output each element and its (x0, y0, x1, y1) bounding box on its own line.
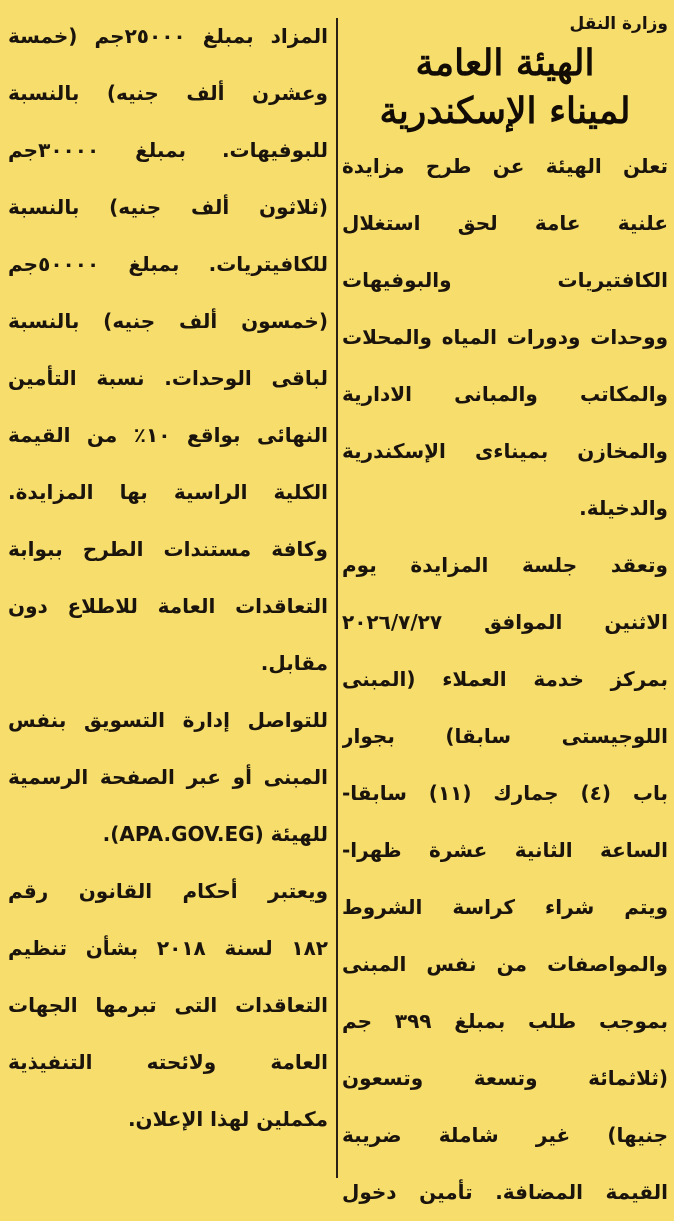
text-line: والدخيلة. (579, 496, 668, 520)
text-line: مقابل. (260, 651, 328, 675)
text-line: للبوفيهات. بمبلغ ٣٠٠٠٠جم (8, 138, 328, 162)
column-divider (336, 18, 338, 1178)
text-line: للهيئة (APA.GOV.EG). (102, 822, 328, 846)
authority-title-line2: لميناء الإسكندرية (379, 90, 631, 132)
text-line: الكافتيريات والبوفيهات (342, 268, 668, 292)
ministry-name: وزارة النقل (569, 14, 668, 34)
right-column (342, 0, 668, 1221)
text-line: التعاقدات العامة للاطلاع دون (8, 594, 328, 618)
text-line: ووحدات ودورات المياه والمحلات (342, 325, 668, 349)
text-line: والمكاتب والمبانى الادارية (342, 382, 668, 406)
text-line: العامة ولائحته التنفيذية (8, 1050, 328, 1074)
text-line: بموجب طلب بمبلغ ٣٩٩ جم (342, 1009, 668, 1033)
text-line: ويعتبر أحكام القانون رقم (8, 879, 328, 903)
text-line: القيمة المضافة. تأمين دخول (342, 1180, 668, 1204)
left-paragraph-1 (8, 8, 328, 692)
text-line: المبنى أو عبر الصفحة الرسمية (8, 765, 328, 789)
text-line: المزاد بمبلغ ٢٥٠٠٠جم (خمسة (8, 24, 328, 48)
text-line: مكملين لهذا الإعلان. (127, 1107, 328, 1131)
text-line: وعشرن ألف جنيه) بالنسبة (8, 81, 328, 105)
text-line: بمركز خدمة العملاء (المبنى (342, 667, 668, 691)
left-paragraph-2 (8, 692, 328, 863)
text-line: (ثلاثمائة وتسعة وتسعون (342, 1066, 668, 1090)
text-line: للتواصل إدارة التسويق بنفس (8, 708, 328, 732)
text-line: وتعقد جلسة المزايدة يوم (342, 553, 668, 577)
text-line: الاثنين الموافق ٢٠٢٦/٧/٢٧ (342, 610, 668, 634)
right-paragraph-2 (342, 537, 668, 1221)
text-line: ١٨٢ لسنة ٢٠١٨ بشأن تنظيم (8, 936, 328, 960)
text-line: لباقى الوحدات. نسبة التأمين (8, 366, 328, 390)
text-line: تعلن الهيئة عن طرح مزايدة (342, 154, 668, 178)
text-line: (خمسون ألف جنيه) بالنسبة (8, 309, 328, 333)
text-line: الكلية الراسية بها المزايدة. (8, 480, 328, 504)
text-line: والمواصفات من نفس المبنى (342, 952, 668, 976)
text-line: اللوجيستى سابقا) بجوار (342, 724, 668, 748)
left-column (8, 8, 328, 1148)
text-line: ويتم شراء كراسة الشروط (342, 895, 668, 919)
text-line: النهائى بواقع ١٠٪ من القيمة (8, 423, 328, 447)
text-line: (ثلاثون ألف جنيه) بالنسبة (8, 195, 328, 219)
text-line: وكافة مستندات الطرح ببوابة (8, 537, 328, 561)
text-line: للكافيتريات. بمبلغ ٥٠٠٠٠جم (8, 252, 328, 276)
left-paragraph-3 (8, 863, 328, 1148)
right-paragraph-1 (342, 138, 668, 537)
text-line: والمخازن بميناءى الإسكندرية (342, 439, 668, 463)
text-line: الساعة الثانية عشرة ظهرا- (342, 838, 668, 862)
authority-title-line1: الهيئة العامة (415, 42, 595, 84)
text-line: علنية عامة لحق استغلال (342, 211, 668, 235)
text-line: باب (٤) جمارك (١١) سابقا- (342, 781, 668, 805)
text-line: التعاقدات التى تبرمها الجهات (8, 993, 328, 1017)
text-line: جنيها) غير شاملة ضريبة (342, 1123, 668, 1147)
